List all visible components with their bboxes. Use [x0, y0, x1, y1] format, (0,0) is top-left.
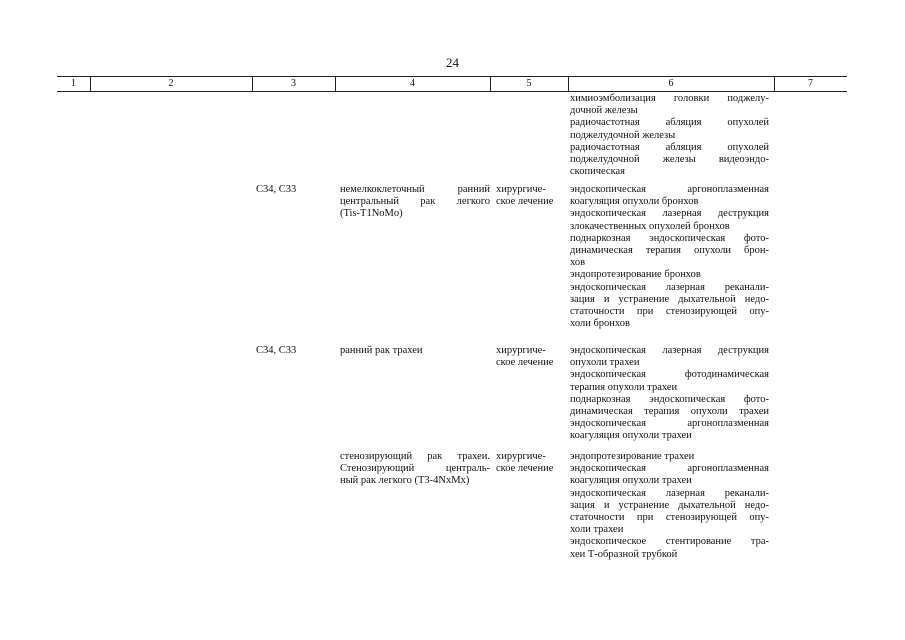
text-line: центральный рак легкого [340, 196, 490, 208]
column-header-6: 6 [668, 78, 674, 89]
text-line: эндоскопическая лазерная деструкция [570, 208, 769, 220]
column-header-5: 5 [526, 78, 532, 89]
text-line: ское лечение [496, 463, 554, 475]
table-row-2-treatment-type [496, 345, 568, 369]
text-line: злокачественных опухолей бронхов [570, 220, 730, 232]
text-line: химиоэмболизация головки поджелу- [570, 93, 769, 104]
text-line: эндопротезирование бронхов [570, 269, 701, 281]
table-row-2-diagnosis [340, 345, 490, 357]
column-header-1: 1 [71, 78, 76, 89]
text-line: зация и устранение дыхательной недо- [570, 293, 769, 305]
text-line: статочности при стенозирующей опу- [570, 512, 769, 524]
text-line: радиочастотная абляция опухолей [570, 117, 769, 129]
page-number: 24 [446, 55, 459, 70]
table-row-3-treatment-type [496, 451, 568, 475]
text-line: ный рак легкого (T3-4NxMx) [340, 475, 470, 487]
column-header-7: 7 [808, 78, 813, 89]
text-line: хирургиче- [496, 451, 546, 462]
column-header-3: 3 [291, 78, 296, 89]
text-line: коагуляция опухоли трахеи [570, 430, 692, 442]
table-row-1-codes: C34, C33 [256, 184, 297, 195]
text-line: эндоскопическая лазерная реканали- [570, 487, 769, 499]
column-header-2: 2 [168, 78, 174, 89]
table-row-3-diagnosis [340, 451, 490, 488]
text-line: хеи Т-образной трубкой [570, 548, 678, 560]
column-header-4: 4 [410, 78, 415, 89]
text-line: коагуляция опухоли бронхов [570, 196, 699, 208]
text-line: статочности при стенозирующей опу- [570, 306, 769, 318]
text-line: холи трахеи [570, 524, 624, 536]
text-line: скопическая [570, 166, 626, 178]
text-line: эндоскопическая аргоноплазменная [570, 463, 769, 475]
table-row-3-methods [570, 451, 769, 561]
text-line: эндоскопическое стентирование тра- [570, 536, 769, 548]
text-line: зация и устранение дыхательной недо- [570, 499, 769, 511]
text-line: эндоскопическая лазерная деструкция [570, 345, 769, 356]
text-line: динамическая терапия опухоли трахеи [570, 406, 769, 418]
table-row-0-methods [570, 93, 769, 178]
text-line: эндоскопическая лазерная реканали- [570, 281, 769, 293]
text-line: Стенозирующий централь- [340, 463, 490, 475]
text-line: немелкоклеточный ранний [340, 184, 490, 195]
text-line: опухоли трахеи [570, 357, 640, 369]
text-line: стенозирующий рак трахеи. [340, 451, 490, 462]
text-line: хирургиче- [496, 345, 546, 356]
text-line: дочной железы [570, 105, 638, 117]
text-line: хов [570, 257, 586, 269]
text-line: ранний рак трахеи [340, 345, 423, 356]
text-line: поджелудочной железы видеоэндо- [570, 154, 769, 166]
text-line: поджелудочной железы [570, 129, 676, 141]
text-line: поднаркозная эндоскопическая фото- [570, 232, 769, 244]
text-line: терапия опухоли трахеи [570, 381, 678, 393]
text-line: эндоскопическая аргоноплазменная [570, 184, 769, 195]
text-line: эндоскопическая фотодинамическая [570, 369, 769, 381]
table-row-2-codes: C34, C33 [256, 345, 297, 356]
text-line: эндоскопическая аргоноплазменная [570, 418, 769, 430]
text-line: радиочастотная абляция опухолей [570, 141, 769, 153]
text-line: коагуляция опухоли трахеи [570, 475, 692, 487]
table-row-1-methods [570, 184, 769, 330]
text-line: динамическая терапия опухоли брон- [570, 245, 769, 257]
text-line: эндопротезирование трахеи [570, 451, 695, 462]
table-column-header-row [57, 76, 847, 92]
table-row-1-treatment-type [496, 184, 568, 208]
table-row-2-methods [570, 345, 769, 443]
text-line: (Tis-T1NoMo) [340, 208, 403, 220]
text-line: поднаркозная эндоскопическая фото- [570, 393, 769, 405]
text-line: холи бронхов [570, 318, 630, 330]
text-line: ское лечение [496, 357, 554, 369]
text-line: ское лечение [496, 196, 554, 208]
table-row-1-diagnosis [340, 184, 490, 221]
text-line: хирургиче- [496, 184, 546, 195]
